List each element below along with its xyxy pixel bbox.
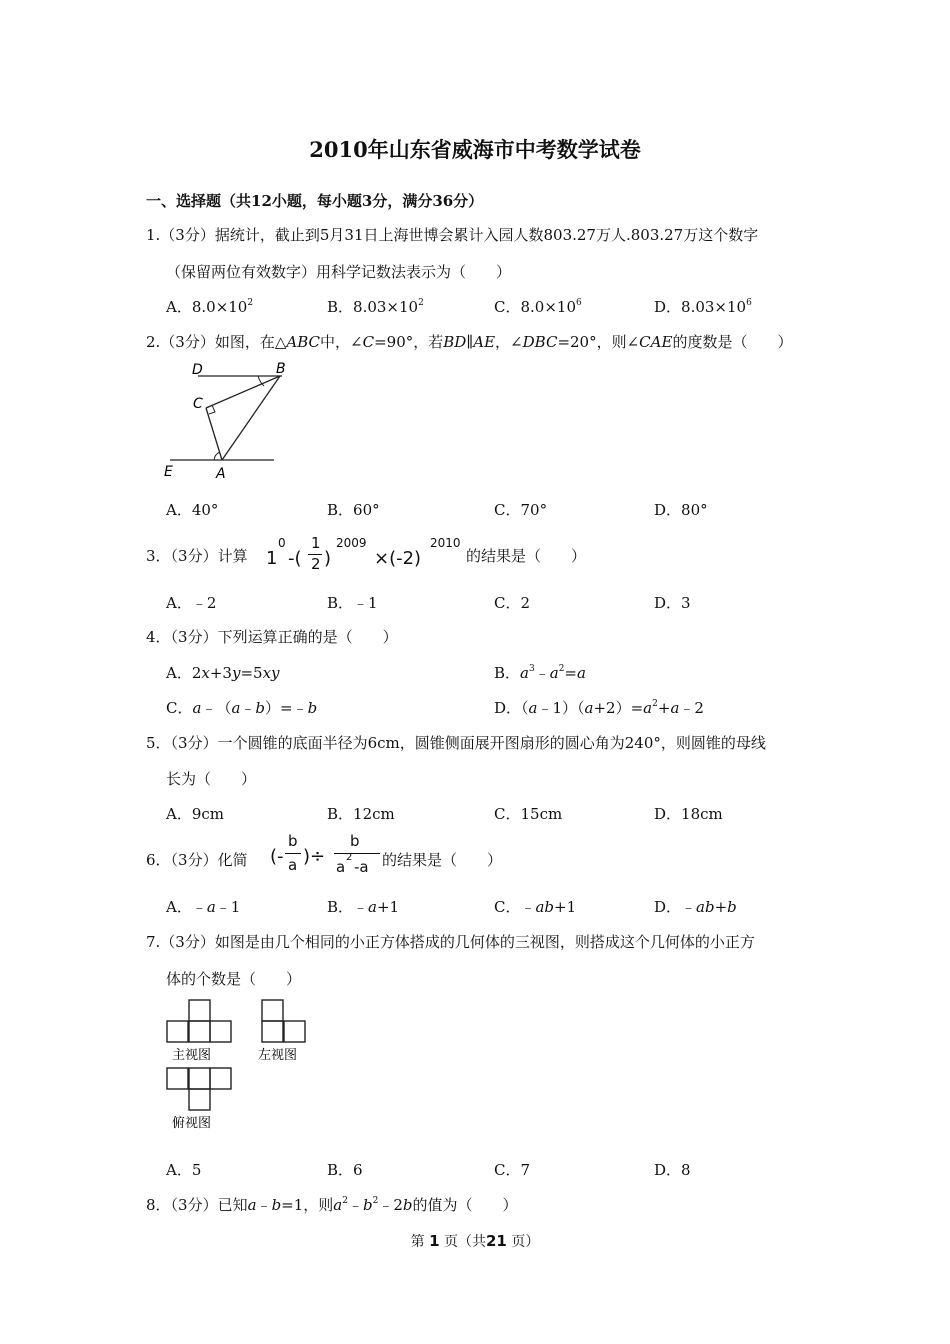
question-7-line-2: 体的个数是（ ） bbox=[166, 970, 302, 988]
question-7-line-1: 7.（3分）如图是由几个相同的小正方体搭成的几何体的三视图，则搭成这个几何体的小正方 bbox=[146, 933, 755, 951]
q5-option-d[interactable]: D．18cm bbox=[654, 805, 723, 823]
q4-option-b[interactable]: B．$a^3﹣a^2=a$ bbox=[494, 664, 586, 682]
q5-option-b[interactable]: B．12cm bbox=[327, 805, 395, 823]
q3-option-d[interactable]: D．3 bbox=[654, 594, 691, 612]
left-view-label: 左视图 bbox=[258, 1048, 298, 1063]
q1-option-a[interactable]: A．$8.0\times 10^2$ bbox=[166, 298, 254, 316]
q7-option-b[interactable]: B．6 bbox=[327, 1161, 363, 1179]
front-view-label: 主视图 bbox=[172, 1048, 212, 1063]
question-5-line-2: 长为（ ） bbox=[166, 770, 257, 788]
q2-option-d[interactable]: D．80° bbox=[654, 501, 708, 519]
triangle-figure bbox=[160, 356, 290, 484]
q7-option-a[interactable]: A．5 bbox=[166, 1161, 202, 1179]
question-3-suffix: 的结果是（ ） bbox=[466, 547, 587, 565]
q1-option-c[interactable]: C．$8.0\times 10^6$ bbox=[494, 298, 582, 316]
q2-option-c[interactable]: C．70° bbox=[494, 501, 548, 519]
question-4-stem: 4．（3分）下列运算正确的是（ ） bbox=[146, 628, 398, 646]
q5-option-c[interactable]: C．15cm bbox=[494, 805, 563, 823]
q5-option-a[interactable]: A．9cm bbox=[166, 805, 225, 823]
q6-option-d[interactable]: D．﹣ab+b bbox=[654, 898, 737, 916]
question-2-stem: 2.（3分）如图，在△ABC中，∠C=90°，若BD∥AE，∠DBC=20°，则∠CAE的度数是（ ） bbox=[146, 333, 793, 351]
q7-option-c[interactable]: C．7 bbox=[494, 1161, 531, 1179]
q7-option-d[interactable]: D．8 bbox=[654, 1161, 691, 1179]
page-title: 2010年山东省威海市中考数学试卷 bbox=[309, 137, 641, 162]
q4-option-c[interactable]: C．a﹣（a﹣b）=﹣b bbox=[166, 699, 318, 717]
question-6-prefix: 6．（3分）化简 bbox=[146, 851, 248, 869]
top-view-label: 俯视图 bbox=[172, 1116, 212, 1131]
question-5-line-1: 5．（3分）一个圆锥的底面半径为6cm，圆锥侧面展开图扇形的圆心角为240°，则圆锥的母线 bbox=[146, 734, 766, 752]
label-c: C bbox=[193, 396, 203, 412]
question-8-stem: 8．（3分）已知a﹣b=1，则$a^2﹣b^2﹣2b$的值为（ ） bbox=[146, 1196, 518, 1214]
question-1-line-1: 1.（3分）据统计，截止到5月31日上海世博会累计入园人数803.27万人.803.27万这个数字 bbox=[146, 226, 759, 244]
question-1-line-2: （保留两位有效数字）用科学记数法表示为（ ） bbox=[166, 263, 512, 281]
q4-option-a[interactable]: A．2x+3y=5xy bbox=[166, 664, 280, 682]
label-d: D bbox=[192, 362, 203, 378]
section-heading: 一、选择题（共12小题，每小题3分，满分36分） bbox=[146, 192, 484, 210]
q3-option-a[interactable]: A．﹣2 bbox=[166, 594, 217, 612]
q2-option-b[interactable]: B．60° bbox=[327, 501, 380, 519]
label-b: B bbox=[276, 361, 286, 377]
q4-option-d[interactable]: D．$(a﹣1)(a+2)=a^2+a﹣2$ bbox=[494, 699, 704, 717]
question-6-suffix: 的结果是（ ） bbox=[382, 851, 503, 869]
q6-option-a[interactable]: A．﹣a﹣1 bbox=[166, 898, 241, 916]
q1-option-d[interactable]: D．$8.03\times 10^6$ bbox=[654, 298, 752, 316]
label-a: A bbox=[216, 466, 226, 482]
q3-option-b[interactable]: B．﹣1 bbox=[327, 594, 378, 612]
question-3-prefix: 3．（3分）计算 bbox=[146, 547, 248, 565]
label-e: E bbox=[164, 464, 173, 480]
q6-option-b[interactable]: B．﹣a+1 bbox=[327, 898, 400, 916]
three-views-figure bbox=[160, 995, 320, 1135]
page-footer: 第 1 页（共21 页） bbox=[410, 1232, 540, 1250]
q1-option-b[interactable]: B．$8.03\times 10^2$ bbox=[327, 298, 424, 316]
q2-option-a[interactable]: A．40° bbox=[166, 501, 219, 519]
q3-option-c[interactable]: C．2 bbox=[494, 594, 531, 612]
q6-option-c[interactable]: C．﹣ab+1 bbox=[494, 898, 577, 916]
